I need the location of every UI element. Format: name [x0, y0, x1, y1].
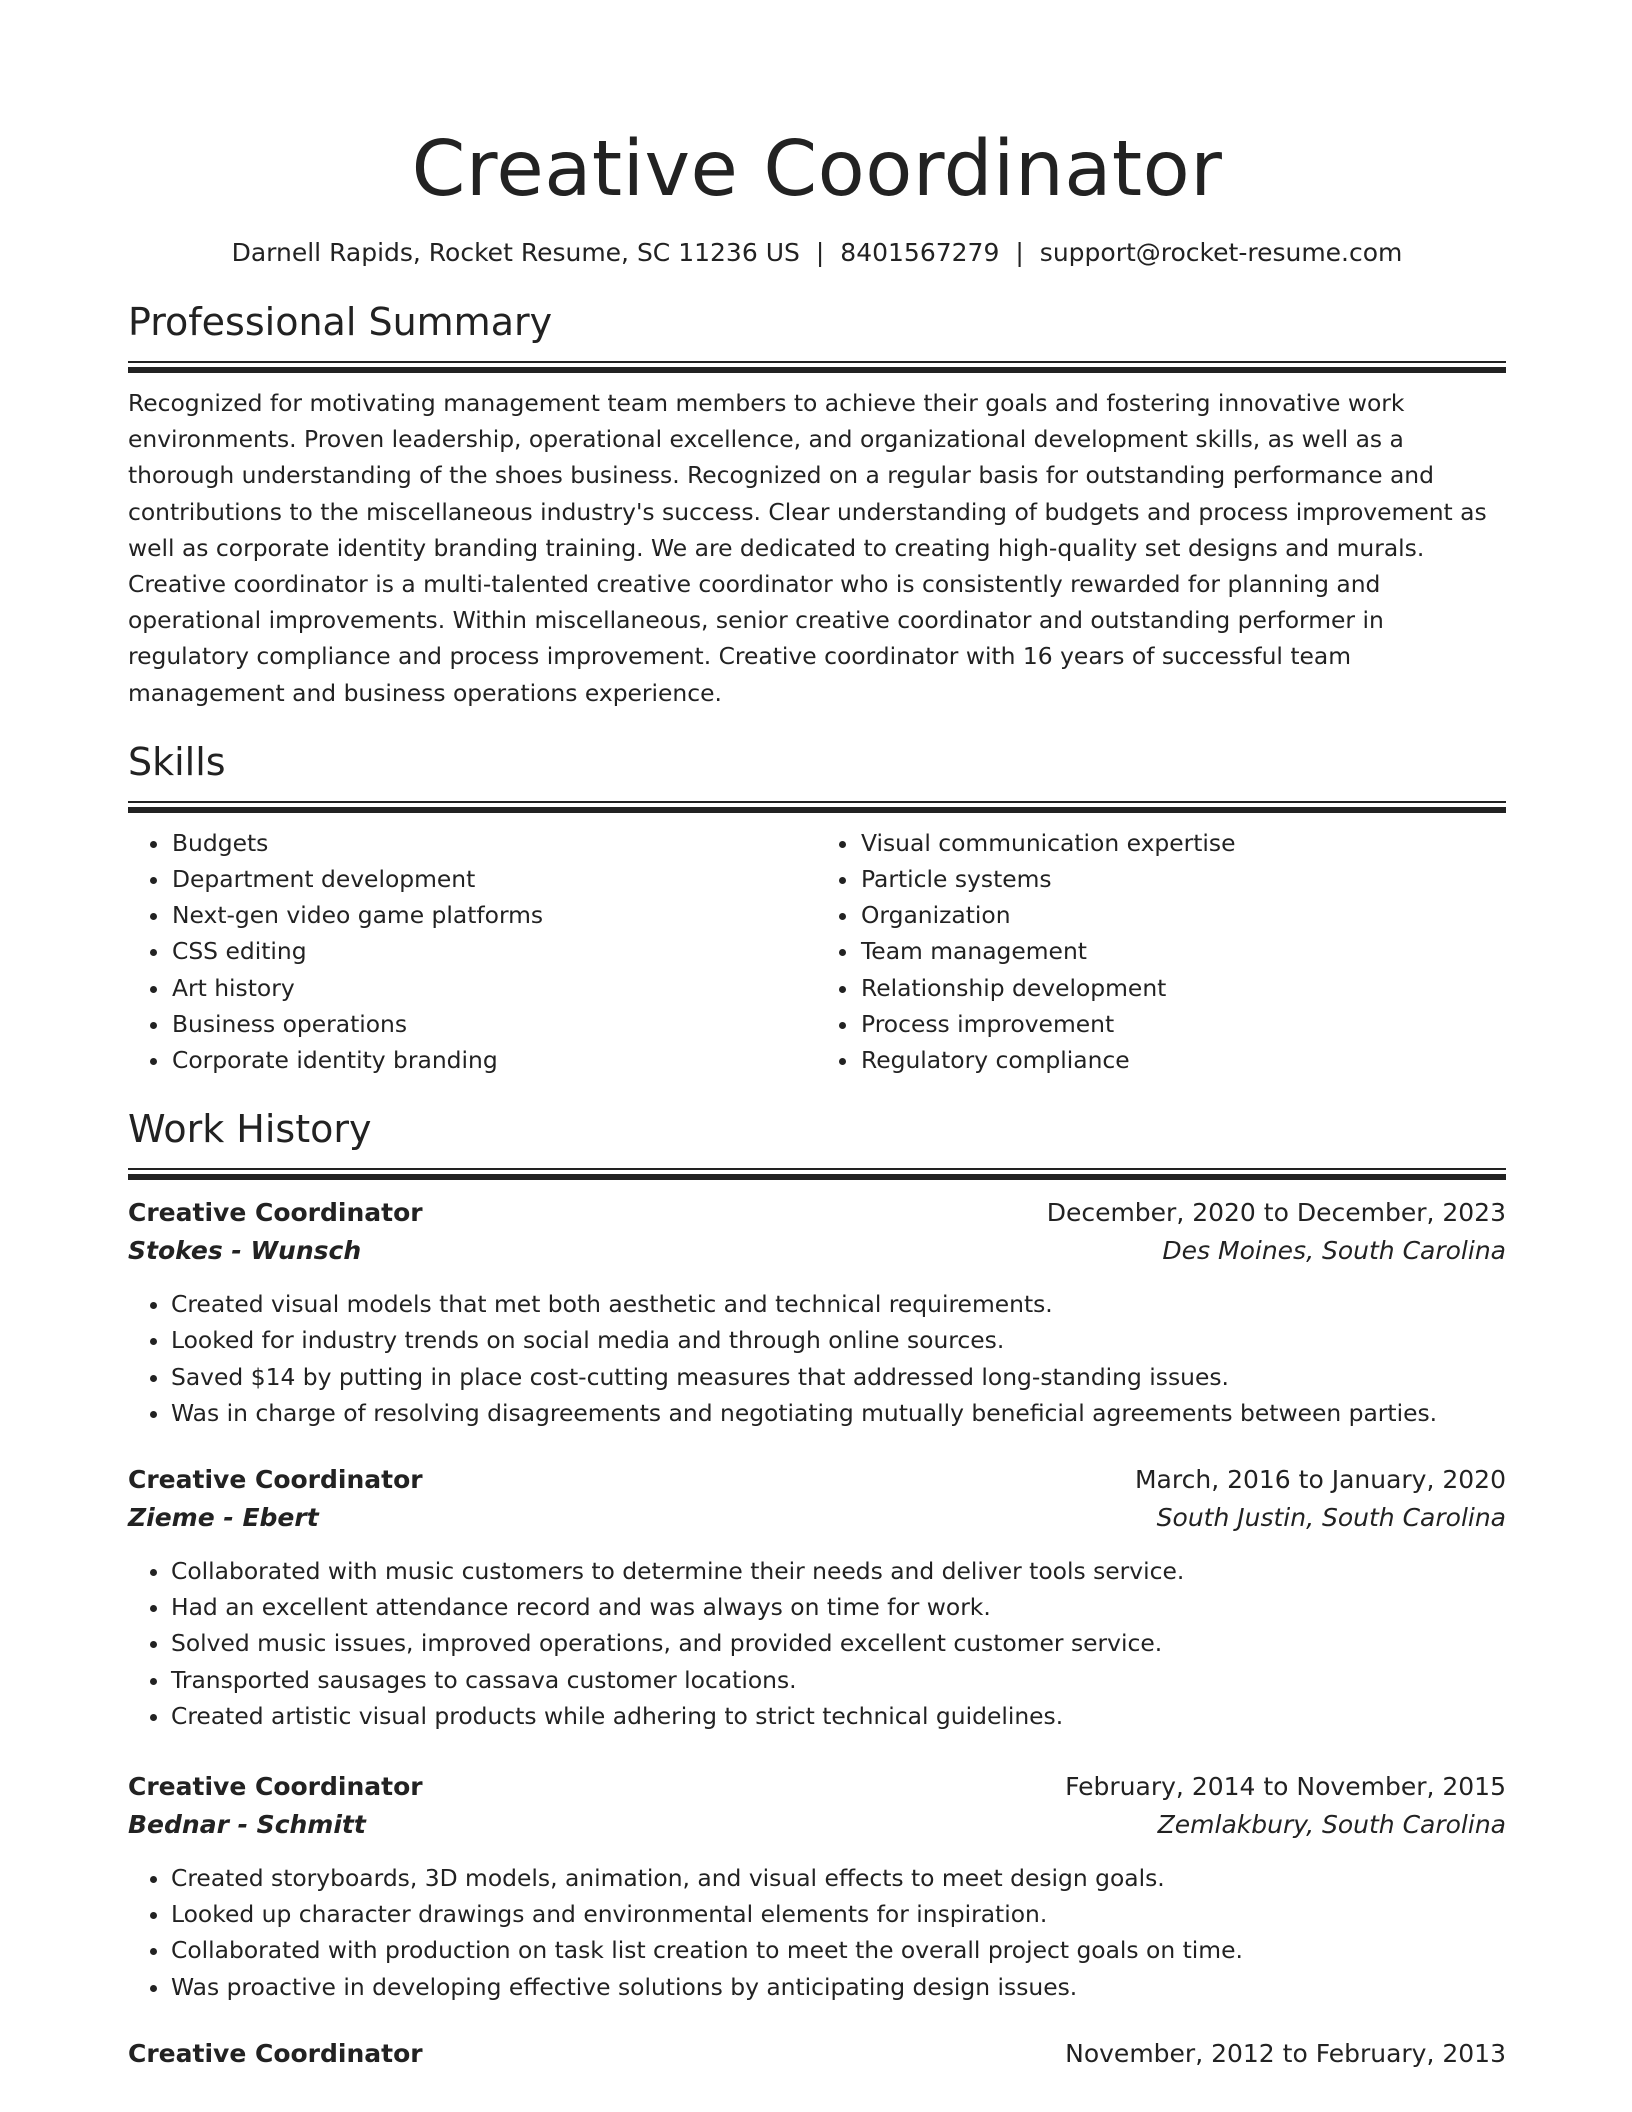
section-divider	[128, 1168, 1506, 1180]
section-divider	[128, 801, 1506, 813]
skill-item: • Budgets	[171, 825, 817, 861]
job-title: Creative Coordinator	[128, 1465, 423, 1495]
job-company: Zieme - Ebert	[128, 1503, 319, 1533]
job-location: South Justin, South Carolina	[1156, 1503, 1506, 1533]
job-subheader	[128, 1499, 1506, 1537]
job-header	[128, 2035, 1506, 2073]
job-entry	[128, 2035, 1506, 2073]
job-bullets	[128, 1286, 1506, 1431]
job-bullet: • Was in charge of resolving disagreements and negotiating mutually beneficial agreements between parties.	[171, 1395, 1506, 1431]
job-bullet: • Was proactive in developing effective solutions by anticipating design issues.	[171, 1969, 1506, 2005]
skill-item: • Next-gen video game platforms	[171, 897, 817, 933]
job-location: Des Moines, South Carolina	[1162, 1236, 1506, 1266]
job-bullet: • Created artistic visual products while adhering to strict technical guidelines.	[171, 1698, 1506, 1734]
contact-phone: 8401567279	[840, 238, 1000, 267]
job-bullet: • Transported sausages to cassava customer locations.	[171, 1662, 1506, 1698]
skill-item: • Regulatory compliance	[860, 1042, 1506, 1078]
skill-item: • Department development	[171, 861, 817, 897]
job-bullet: • Created visual models that met both aesthetic and technical requirements.	[171, 1286, 1506, 1322]
skill-item: • Business operations	[171, 1006, 817, 1042]
job-entry	[128, 1768, 1506, 2005]
skill-item: • Team management	[860, 933, 1506, 969]
skills-heading: Skills	[128, 739, 226, 784]
resume-page	[128, 0, 1506, 2073]
contact-line	[128, 236, 1506, 270]
job-entry	[128, 1194, 1506, 1431]
job-bullet: • Saved $14 by putting in place cost-cutting measures that addressed long-standing issues.	[171, 1359, 1506, 1395]
job-entry	[128, 1461, 1506, 1734]
job-bullet: • Created storyboards, 3D models, animation, and visual effects to meet design goals.	[171, 1860, 1506, 1896]
contact-email: support@rocket-resume.com	[1039, 238, 1403, 267]
section-divider	[128, 361, 1506, 373]
job-subheader	[128, 1232, 1506, 1270]
job-company: Bednar - Schmitt	[128, 1810, 366, 1840]
job-header	[128, 1768, 1506, 1806]
work-history-section	[128, 1104, 1506, 2073]
skill-item: • Corporate identity branding	[171, 1042, 817, 1078]
job-dates: March, 2016 to January, 2020	[1134, 1465, 1506, 1495]
job-title: Creative Coordinator	[128, 1198, 423, 1228]
job-title: Creative Coordinator	[128, 2038, 423, 2068]
contact-address: Darnell Rapids, Rocket Resume, SC 11236 US	[231, 238, 800, 267]
job-bullet: • Looked for industry trends on social media and through online sources.	[171, 1322, 1506, 1358]
job-bullet: • Collaborated with production on task list creation to meet the overall project goals on time.	[171, 1932, 1506, 1968]
contact-separator: |	[1015, 238, 1024, 267]
job-location: Zemlakbury, South Carolina	[1157, 1810, 1506, 1840]
skill-item: • Art history	[171, 970, 817, 1006]
skill-item: • Process improvement	[860, 1006, 1506, 1042]
job-dates: November, 2012 to February, 2013	[1065, 2038, 1506, 2068]
job-bullet: • Solved music issues, improved operations, and provided excellent customer service.	[171, 1625, 1506, 1661]
skill-item: • Visual communication expertise	[860, 825, 1506, 861]
skills-list-right	[817, 825, 1506, 1078]
skills-list-left	[128, 825, 817, 1078]
skill-item: • CSS editing	[171, 933, 817, 969]
skill-item: • Relationship development	[860, 970, 1506, 1006]
job-subheader	[128, 1806, 1506, 1844]
skill-item: • Organization	[860, 897, 1506, 933]
job-header	[128, 1194, 1506, 1232]
work-history-heading: Work History	[128, 1107, 372, 1152]
job-bullets	[128, 1553, 1506, 1734]
skills-section	[128, 737, 1506, 1078]
job-bullets	[128, 1860, 1506, 2005]
skills-columns	[128, 825, 1506, 1078]
job-bullet: • Had an excellent attendance record and was always on time for work.	[171, 1589, 1506, 1625]
job-title: Creative Coordinator	[128, 1772, 423, 1802]
candidate-name: Creative Coordinator	[411, 125, 1223, 214]
summary-section	[128, 297, 1506, 711]
job-dates: December, 2020 to December, 2023	[1046, 1198, 1506, 1228]
job-bullet: • Collaborated with music customers to determine their needs and deliver tools service.	[171, 1553, 1506, 1589]
contact-separator: |	[815, 238, 825, 267]
job-bullet: • Looked up character drawings and environmental elements for inspiration.	[171, 1896, 1506, 1932]
summary-heading: Professional Summary	[128, 300, 553, 344]
summary-text: Recognized for motivating management team members to achieve their goals and fostering innovative work environments. Proven leadership, operational excellence, and organizational development skills, as well as a thorough understanding of the shoes business. Recognized on a regular basis for outstanding performance and contributions to the miscellaneous industry's success. Clear understanding of budgets and process improvement as well as corporate identity branding training. We are dedicated to creating high-quality set designs and murals. Creative coordinator is a multi-talented creative coordinator who is consistently rewarded for planning and operational improvements. Within miscellaneous, senior creative coordinator and outstanding performer in regulatory compliance and process improvement. Creative coordinator with 16 years of successful team management and business operations experience.	[128, 389, 1487, 707]
job-company: Stokes - Wunsch	[128, 1236, 362, 1266]
job-header	[128, 1461, 1506, 1499]
skill-item: • Particle systems	[860, 861, 1506, 897]
job-dates: February, 2014 to November, 2015	[1065, 1772, 1506, 1802]
